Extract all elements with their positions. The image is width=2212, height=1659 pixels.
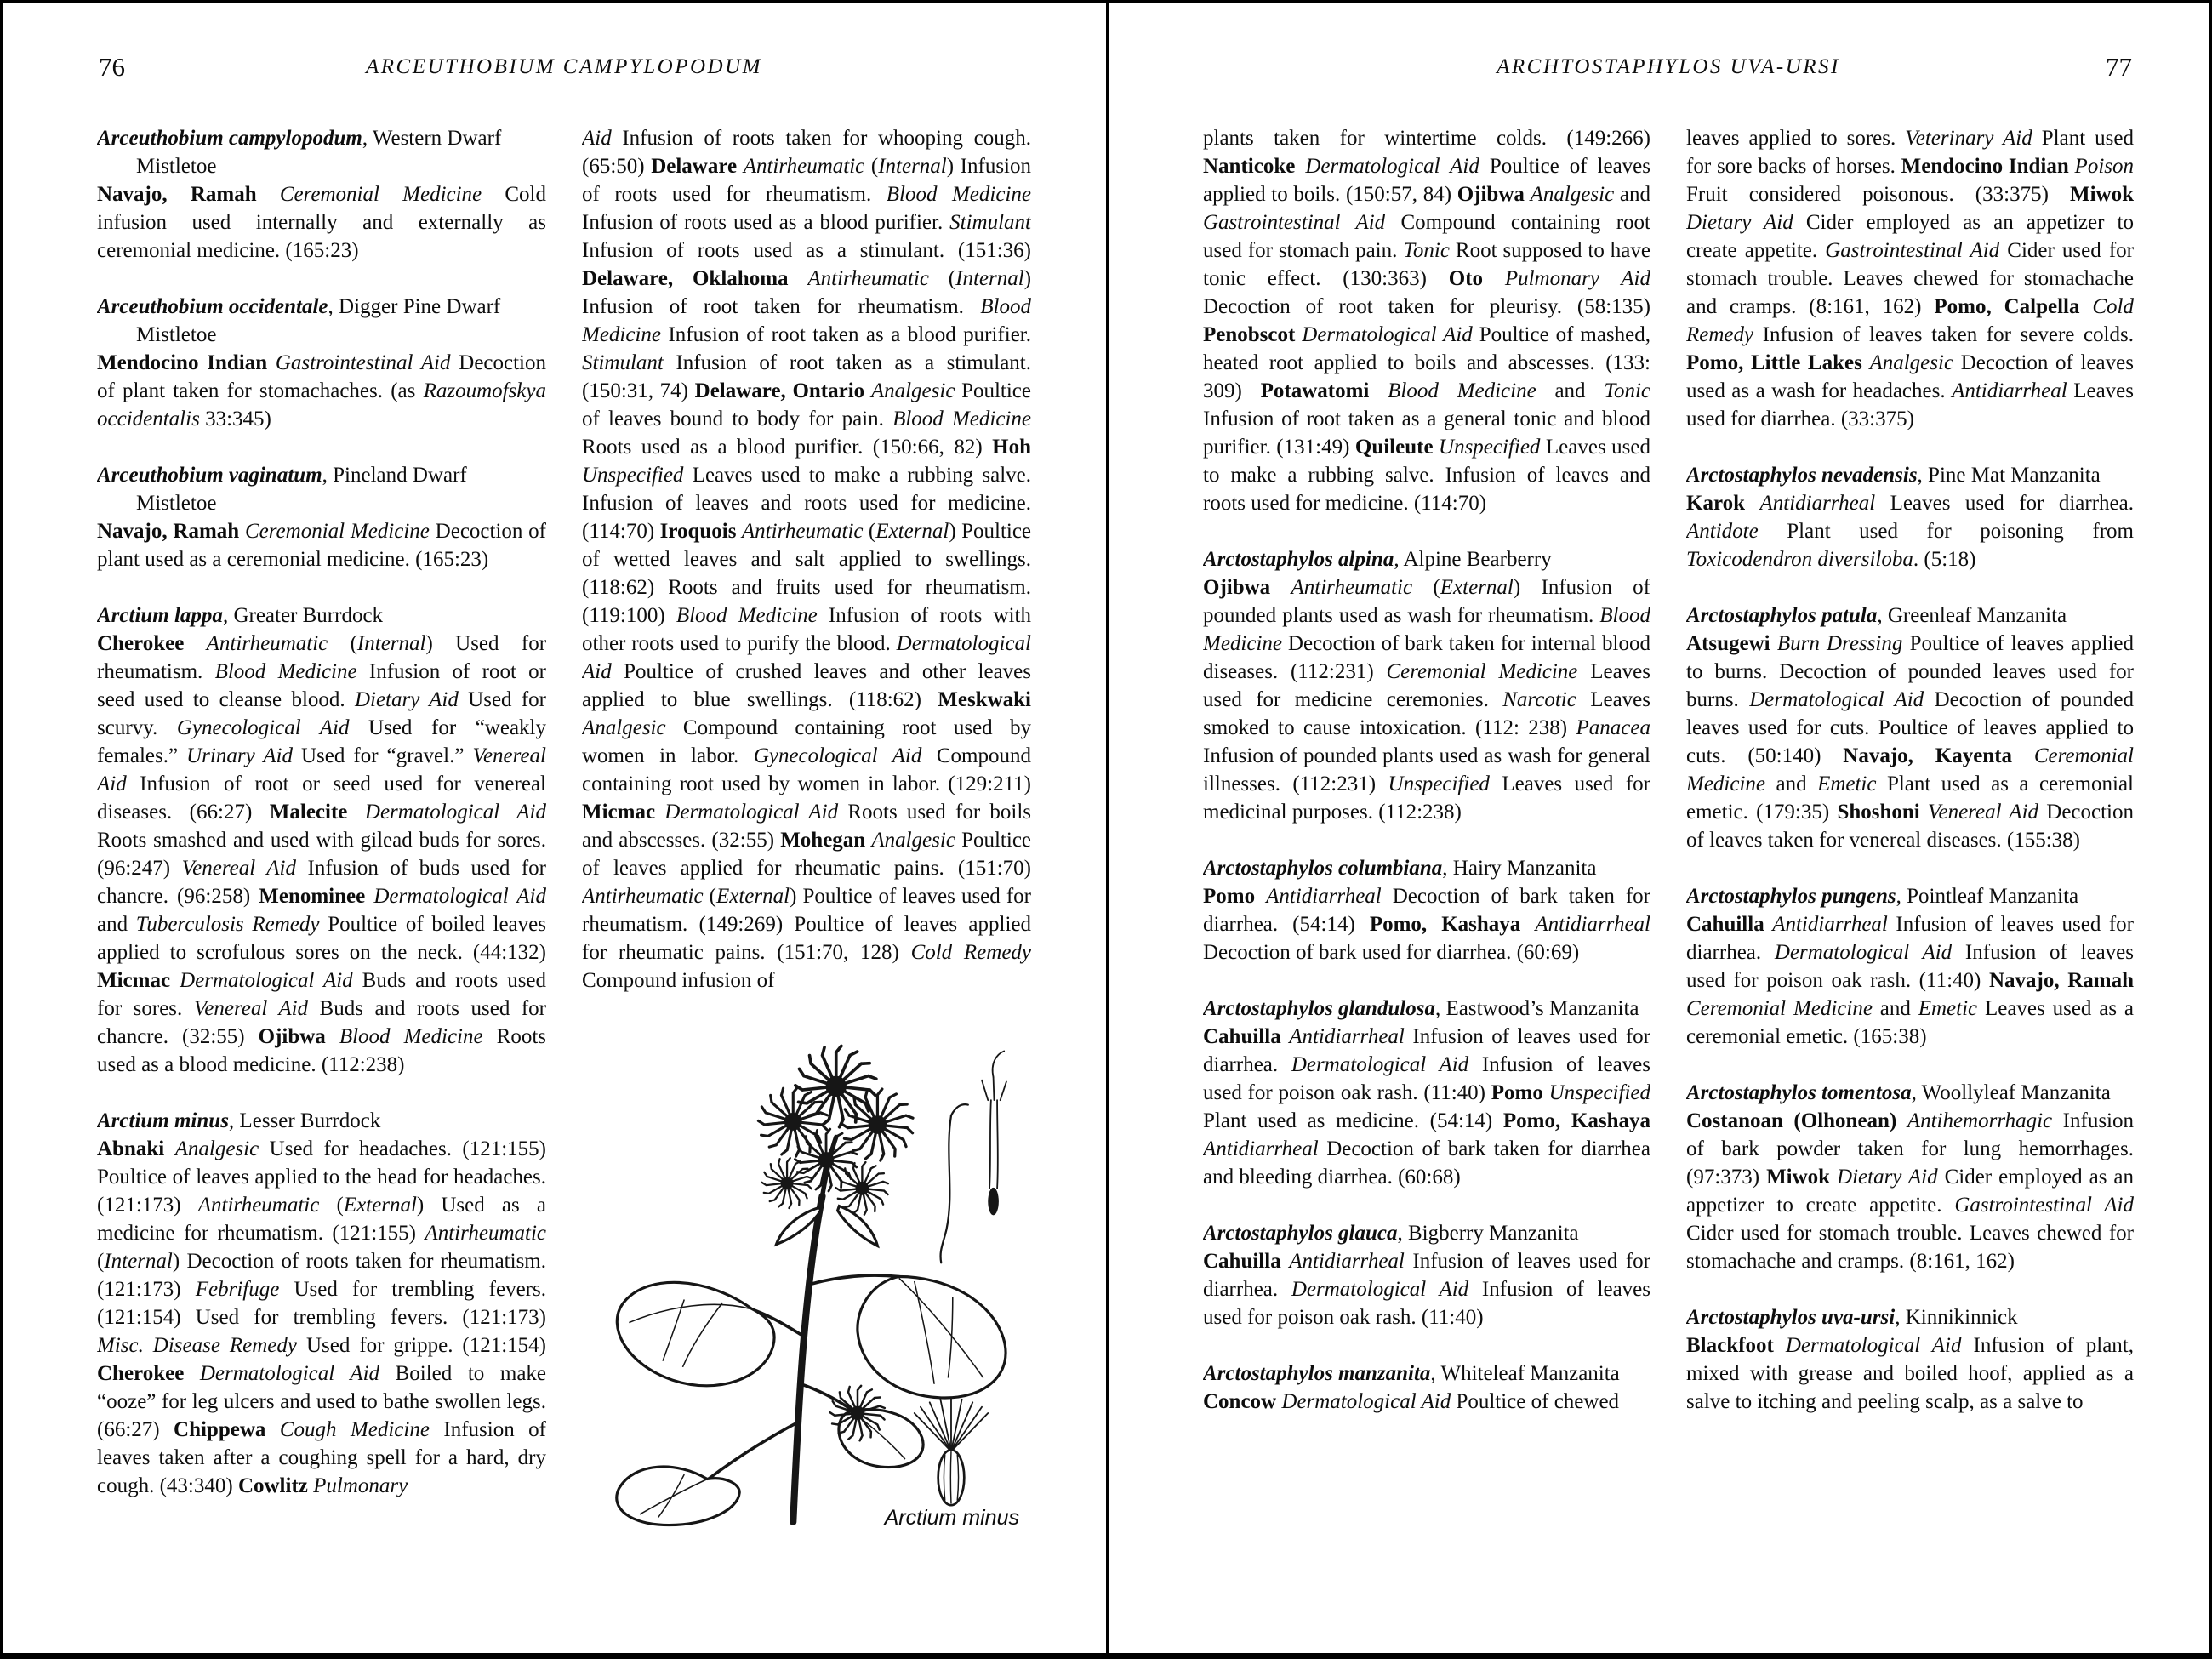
entry-arctium-lappa — [97, 601, 546, 1079]
page-header-right — [1203, 51, 2134, 87]
entry-arceuthobium-campylopodum — [97, 124, 546, 265]
species-heading: Arctostaphylos columbiana, Hairy Manzanita — [1203, 857, 1597, 880]
entry-arceuthobium-vaginatum — [97, 461, 546, 573]
entry-text: leaves applied to sores. Veterinary Aid Plant used for sore backs of horses. Mendocino Indian Poison Fruit considered poisonous. (33:375) Miwok Dietary Aid Cider employed as an appetizer to create appetite. Gastrointestinal Aid Cider used for stomach trouble. Leaves chewed for stomachache and cramps. (8:161, 162) Pomo, Calpella Cold Remedy Infusion of leaves taken for severe colds. Pomo, Little Lakes Analgesic Decoction of leaves used as a wash for headaches. Antidiarrheal Leaves used for diarrhea. (33:375) — [1686, 127, 2134, 430]
entry-text: Navajo, Ramah Ceremonial Medicine Cold infusion used internally and externally as ceremonial medicine. (165:23) — [97, 183, 546, 262]
species-heading: Arceuthobium occidentale, Digger Pine Dwarf Mistletoe — [97, 295, 501, 346]
page-number-right: 77 — [2106, 52, 2132, 82]
species-heading: Arceuthobium campylopodum, Western Dwarf Mistletoe — [97, 127, 502, 178]
species-heading: Arctostaphylos nevadensis, Pine Mat Manzanita — [1686, 464, 2101, 487]
column-2 — [582, 124, 1031, 1613]
entry-text: Cahuilla Antidiarrheal Infusion of leaves used for diarrhea. Dermatological Aid Infusion of leaves used for poison oak rash. (11:40) — [1203, 1250, 1650, 1329]
species-heading: Arctostaphylos alpina, Alpine Bearberry — [1203, 548, 1552, 571]
entry-text: Blackfoot Dermatological Aid Infusion of plant, mixed with grease and boiled hoof, applied as a salve to itching and peeling scalp, as a salve to — [1686, 1334, 2134, 1413]
entry-arctium-minus — [97, 1107, 546, 1500]
page-77 — [1106, 3, 2209, 1653]
entry-text: Concow Dermatological Aid Poultice of chewed — [1203, 1390, 1620, 1413]
entry-arctostaphylos-glauca — [1203, 1219, 1650, 1331]
column-2-text — [582, 124, 1031, 995]
entry-text: Cahuilla Antidiarrheal Infusion of leaves used for diarrhea. Dermatological Aid Infusion of leaves used for poison oak rash. (11:40) Pomo Unspecified Plant used as medicine. (54:14) Pomo, Kashaya Antidiarrheal Decoction of bark taken for diarrhea and bleeding diarrhea. (60:68) — [1203, 1025, 1650, 1189]
entry-text: Aid Infusion of roots taken for whooping cough. (65:50) Delaware Antirheumatic (Internal) Infusion of roots used for rheumatism. Blood Medicine Infusion of roots used as a blood purifier. Stimulant Infusion of roots used as a stimulant. (151:36) Delaware, Oklahoma Antirheumatic (Internal) Infusion of root taken for rheumatism. Blood Medicine Infusion of root taken as a blood purifier. Stimulant Infusion of root taken as a stimulant. (150:31, 74) Delaware, Ontario Analgesic Poultice of leaves bound to body for pain. Blood Medicine Roots used as a blood purifier. (150:66, 82) Hoh Unspecified Leaves used to make a rubbing salve. Infusion of leaves and roots used for medicine. (114:70) Iroquois Antirheumatic (External) Poultice of wetted leaves and salt applied to swellings. (118:62) Roots and fruits used for rheumatism. (119:100) Blood Medicine Infusion of roots with other roots used to purify the blood. Dermatological Aid Poultice of crushed leaves and other leaves applied to blue swellings. (118:62) Meskwaki Analgesic Compound containing root used by women in labor. Gynecological Aid Compound containing root used by women in labor. (129:211) Micmac Dermatological Aid Roots used for boils and abscesses. (32:55) Mohegan Analgesic Poultice of leaves applied for rheumatic pains. (151:70) Antirheumatic (External) Poultice of leaves used for rheumatism. (149:269) Poultice of leaves applied for rheumatic pains. (151:70, 128) Cold Remedy Compound infusion of — [582, 127, 1031, 992]
entry-arctium-minus-continued-2 — [1203, 124, 1650, 517]
entry-arctostaphylos-manzanita-continued — [1686, 124, 2134, 433]
entry-arctostaphylos-columbiana — [1203, 854, 1650, 966]
text-columns-right — [1203, 124, 2134, 1613]
figure-caption: Arctium minus — [884, 1506, 1019, 1530]
entry-text: Mendocino Indian Gastrointestinal Aid Decoction of plant taken for stomachaches. (as Razoumofskya occidentalis 33:345) — [97, 351, 546, 430]
entry-arctostaphylos-tomentosa — [1686, 1079, 2134, 1275]
entry-text: Ojibwa Antirheumatic (External) Infusion of pounded plants used as wash for rheumatism. Blood Medicine Decoction of bark taken for internal blood diseases. (112:231) Ceremonial Medicine Leaves used for medicine ceremonies. Narcotic Leaves smoked to cause intoxication. (112: 238) Panacea Infusion of pounded plants used as wash for general illnesses. (112:231) Unspecified Leaves used for medicinal purposes. (112:238) — [1203, 576, 1650, 824]
entry-arctostaphylos-patula — [1686, 601, 2134, 854]
entry-arctostaphylos-manzanita — [1203, 1360, 1650, 1416]
entry-arctostaphylos-nevadensis — [1686, 461, 2134, 573]
species-heading: Arctium minus, Lesser Burrdock — [97, 1109, 381, 1132]
text-columns-left — [97, 124, 1031, 1613]
entry-arctostaphylos-glandulosa — [1203, 995, 1650, 1191]
entry-text: Costanoan (Olhonean) Antihemorrhagic Infusion of bark powder taken for lung hemorrhages. (97:373) Miwok Dietary Aid Cider employed as an appetizer to create appetite. Gastrointestinal Aid Cider used for stomach trouble. Leaves chewed for stomachache and cramps. (8:161, 162) — [1686, 1109, 2134, 1273]
species-heading: Arctium lappa, Greater Burrdock — [97, 604, 384, 627]
species-heading: Arctostaphylos pungens, Pointleaf Manzanita — [1686, 885, 2079, 908]
species-heading: Arctostaphylos uva-ursi, Kinnikinnick — [1686, 1306, 2018, 1329]
entry-text: Karok Antidiarrheal Leaves used for diarrhea. Antidote Plant used for poisoning from Toxicodendron diversiloba. (5:18) — [1686, 492, 2134, 571]
entry-text: Pomo Antidiarrheal Decoction of bark taken for diarrhea. (54:14) Pomo, Kashaya Antidiarrheal Decoction of bark used for diarrhea. (60:69) — [1203, 885, 1650, 964]
entry-text: Atsugewi Burn Dressing Poultice of leaves applied to burns. Decoction of pounded leaves used for burns. Dermatological Aid Decoction of pounded leaves used for cuts. Poultice of leaves applied to cuts. (50:140) Navajo, Kayenta Ceremonial Medicine and Emetic Plant used as a ceremonial emetic. (179:35) Shoshoni Venereal Aid Decoction of leaves taken for venereal diseases. (155:38) — [1686, 632, 2134, 852]
entry-arceuthobium-occidentale — [97, 293, 546, 433]
species-heading: Arceuthobium vaginatum, Pineland Dwarf Mistletoe — [97, 464, 467, 515]
species-heading: Arctostaphylos patula, Greenleaf Manzanita — [1686, 604, 2067, 627]
species-heading: Arctostaphylos tomentosa, Woollyleaf Manzanita — [1686, 1081, 2111, 1104]
entry-arctostaphylos-uva-ursi — [1686, 1303, 2134, 1416]
species-heading: Arctostaphylos glauca, Bigberry Manzanita — [1203, 1222, 1579, 1245]
species-heading: Arctostaphylos manzanita, Whiteleaf Manzanita — [1203, 1362, 1620, 1385]
page-header-left — [97, 51, 1031, 87]
column-3 — [1203, 124, 1650, 1613]
running-head-right: ARCHTOSTAPHYLOS UVA-URSI — [1497, 55, 1840, 78]
entry-text: Navajo, Ramah Ceremonial Medicine Decoction of plant used as a ceremonial medicine. (165:23) — [97, 520, 546, 571]
page-76 — [3, 3, 1106, 1653]
burdock-illustration — [582, 1023, 1031, 1531]
entry-text: plants taken for wintertime colds. (149:266) Nanticoke Dermatological Aid Poultice of leaves applied to boils. (150:57, 84) Ojibwa Analgesic and Gastrointestinal Aid Compound containing root used for stomach pain. Tonic Root supposed to have tonic effect. (130:363) Oto Pulmonary Aid Decoction of root taken for pleurisy. (58:135) Penobscot Dermatological Aid Poultice of mashed, heated root applied to boils and abscesses. (133: 309) Potawatomi Blood Medicine and Tonic Infusion of root taken as a general tonic and blood purifier. (131:49) Quileute Unspecified Leaves used to make a rubbing salve. Infusion of leaves and roots used for medicine. (114:70) — [1203, 127, 1650, 515]
entry-arctostaphylos-alpina — [1203, 545, 1650, 826]
entry-text: Cherokee Antirheumatic (Internal) Used for rheumatism. Blood Medicine Infusion of root or seed used to cleanse blood. Dietary Aid Used for scurvy. Gynecological Aid Used for “weakly females.” Urinary Aid Used for “gravel.” Venereal Aid Infusion of root or seed used for venereal diseases. (66:27) Malecite Dermatological Aid Roots smashed and used with gilead buds for sores. (96:247) Venereal Aid Infusion of buds used for chancre. (96:258) Menominee Dermatological Aid and Tuberculosis Remedy Poultice of boiled leaves applied to scrofulous sores on the neck. (44:132) Micmac Dermatological Aid Buds and roots used for sores. Venereal Aid Buds and roots used for chancre. (32:55) Ojibwa Blood Medicine Roots used as a blood medicine. (112:238) — [97, 632, 546, 1076]
entry-text: Abnaki Analgesic Used for headaches. (121:155) Poultice of leaves applied to the head for headaches. (121:173) Antirheumatic (External) Used as a medicine for rheumatism. (121:155) Antirheumatic (Internal) Decoction of roots taken for rheumatism. (121:173) Febrifuge Used for trembling fevers. (121:154) Used for trembling fevers. (121:173) Misc. Disease Remedy Used for grippe. (121:154) Cherokee Dermatological Aid Boiled to make “ooze” for leg ulcers and used to bathe swollen legs. (66:27) Chippewa Cough Medicine Infusion of leaves taken after a coughing spell for a hard, dry cough. (43:340) Cowlitz Pulmonary — [97, 1137, 546, 1497]
species-heading: Arctostaphylos glandulosa, Eastwood’s Manzanita — [1203, 997, 1639, 1020]
entry-arctium-minus-continued — [582, 124, 1031, 995]
running-head-left: ARCEUTHOBIUM CAMPYLOPODUM — [366, 55, 762, 78]
column-4 — [1686, 124, 2134, 1613]
entry-arctostaphylos-pungens — [1686, 882, 2134, 1051]
column-1 — [97, 124, 546, 1613]
plant-line-drawing-icon — [592, 1023, 1022, 1530]
page-number-left: 76 — [99, 52, 125, 82]
entry-text: Cahuilla Antidiarrheal Infusion of leaves used for diarrhea. Dermatological Aid Infusion of leaves used for poison oak rash. (11:40) Navajo, Ramah Ceremonial Medicine and Emetic Leaves used as a ceremonial emetic. (165:38) — [1686, 913, 2134, 1048]
